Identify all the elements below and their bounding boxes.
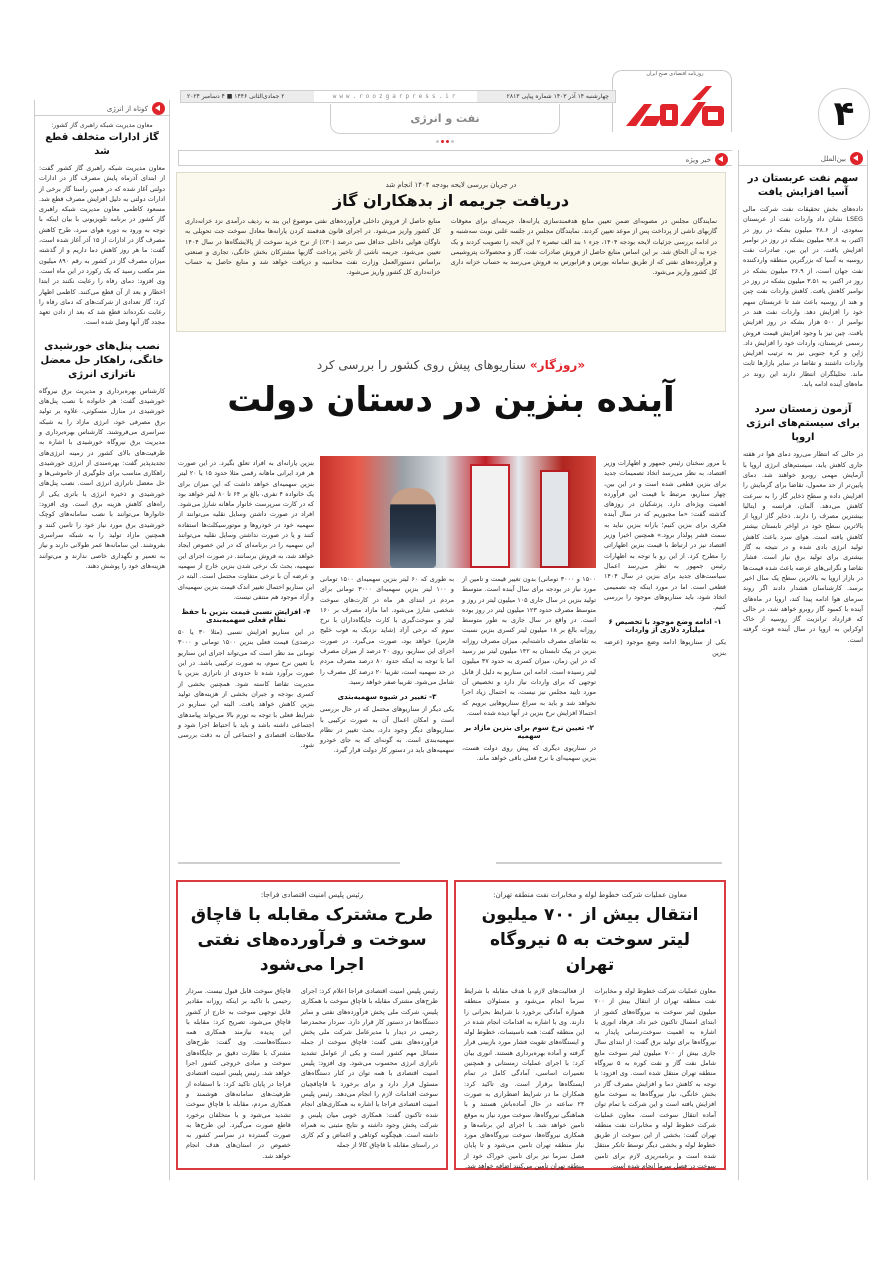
box-right-title: انتقال بیش از ۷۰۰ میلیون لیتر سوخت به ۵ نیروگاه تهران: [481, 905, 699, 975]
gas-story-title: دریافت جریمه از بدهکاران گاز: [332, 191, 570, 210]
main-col-mid-right-body: ۱۵۰۰ و ۳۰۰۰ تومانی) بدون تغییر قیمت و تامین از مورد نیاز در بودجه برای سال آینده است. متوسط تولید بنزین در سال جاری ۱۰۵ میلیون لیتر در روز و متوسط مصرف حدود ۱۲۳ میلیون لیتر در روز بوده است. در واقع در سال جاری به طور متوسط روزانه بالغ بر ۱۸ میلیون لیتر کسری بنزین نسبت به تقاضای مصرف داشته‌ایم. میزان مصرف روزانه بنزین در پیک تابستان به ۱۴۲ میلیون لیتر نیز رسید که در این زمان، میزان کسری به حدود ۳۷ میلیون لیتر رسیده است. ادامه این سناریو به دلیل از قابل توجهی که برای واردات نیاز دارد و تخصیص آن مورد تایید مجلس نیز نیست، به احتمال زیاد اجرا نخواهد شد و باید به سراغ سناریوهایی برویم که احتمالا افزایش نرخ بنزین در آنها دیده شده است.: [462, 575, 596, 717]
left-column: [34, 100, 170, 1180]
gas-story-box: [176, 172, 726, 332]
divider: [178, 862, 400, 864]
gas-section-label: خبر ویژه: [685, 155, 711, 164]
fuel-pump: [540, 470, 570, 568]
sub1-body: یکی از سناریوها ادامه وضع موجود (عرضه بنزین: [604, 638, 726, 657]
right-column: [738, 150, 868, 1180]
right-story1-body: داده‌های بخش تحقیقات نفت شرکت مالی LSEG نشان داد واردات نفت از عربستان سعودی، از ۲۸.۶ میلیون بشکه در روز در اکتبر، به ۹۲.۸ میلیون بشکه در روز در نوامبر افزایش یافت. در این بین، صادرات نفت روسیه به آسیا که بزرگترین منطقه وارد‌کننده نفت جهان است، از ۲۶.۹ میلیون بشکه در روز در اکتبر، به ۳.۵۱ میلیون بشکه در روز در نوامبر کاهش یافت. کاهش واردات نفت چین و هند از روسیه باعث شد تا عربستان سهم خود را افزایش دهد. واردات نفت هند در نوامبر از ۵۰۰ هزار بشکه در روز افزایش یافت. چین نیز با وجود افزایش قیمت فروش رسمی عربستان، واردات خود را افزایش داد. ژاپن و کره جنوبی نیز به ترتیب افزایش واردات داشتند و تقاضا در سایر بازارها ثابت ماند. تحلیلگران انتظار دارند این روند در ماه‌های آینده ادامه یابد.: [743, 205, 864, 389]
page-number: ۴: [818, 88, 870, 140]
gas-section-header: [178, 150, 732, 166]
box-left-body-right: رئیس پلیس امنیت اقتصادی فراجا اعلام کرد: اجرای طرح‌های مشترک مقابله با قاچاق سوخت با همکاری پلیس، شرکت ملی پخش فرآورده‌های نفتی و سایر دستگاه‌ها در دستور کار قرار دارد. سردار محمدرضا رحیمی در دیدار با مدیرعامل شرکت ملی پخش فرآورده‌های نفتی گفت: قاچاق سوخت از جمله مسائل مهم کشور است و یکی از عوامل تشدید ناترازی انرژی محسوب می‌شود. وی افزود: پلیس امنیت اقتصادی با همه توان در کنار دستگاه‌های مسئول قرار دارد و برای برخورد با قاچاقچیان سوخت اقدامات لازم را انجام می‌دهد. رئیس پلیس امنیت اقتصادی فراجا با اشاره به همکاری‌های انجام شده تاکنون گفت: همکاری خوبی میان پلیس و شرکت پخش وجود داشته و نتایج مثبتی به همراه داشته است. هیچگونه کوتاهی و اغماض و کم کاری در راستای مقابله با قاچاق کالا از جمله: [300, 987, 438, 1150]
fuel-station-photo: [320, 456, 596, 568]
left-story1-kicker: معاون مدیریت شبکه راهبری گاز کشور:: [51, 122, 153, 129]
website-url[interactable]: www.roozgarpress.ir: [314, 91, 476, 102]
sub2-body: در سناریوی دیگری که پیش روی دولت هست، بنزین سهمیه‌ای با نرخ فعلی باقی خواهد ماند.: [462, 744, 596, 763]
left-story1-title: گاز ادارات متخلف قطع شد: [45, 132, 159, 157]
main-kicker-text: سناریوهای پیش روی کشور را بررسی کرد: [316, 358, 527, 372]
box-left-title: طرح مشترک مقابله با قاچاق سوخت و فرآورده‌های نفتی اجرا می‌شود: [190, 905, 434, 975]
fuel-pump: [470, 464, 510, 568]
main-col-mid-left-body: به طوری که ۶۰ لیتر بنزین سهمیه‌ای ۱۵۰۰ تومانی و ۱۰۰ لیتر بنزین سهمیه‌ای ۳۰۰۰ تومانی برای مردم در ابتدای هر ماه در کارت‌های سوخت شخصی شارژ می‌شود. اما مازاد مصرف بر ۱۶۰ لیتر و سوخت‌گیری با کارت جایگاه‌داران با نرخ سوم که نرخی آزاد (شاید نزدیک به فوب خلیج فارس) خواهد بود، صورت می‌گیرد. در صورت اجرای این سناریو، روی ۲۰ درصد از میزان مصرف اما با توجه به اینکه حدود ۸۰ درصد مصرف مردم در حد سهمیه است، تقریبا ۲۰ درصد کل مصرف را شامل می‌شود. تقریبا صفر خواهد رسید.: [320, 575, 455, 686]
sub3-body: یکی دیگر از سناریوهای محتمل که در حال بررسی است و امکان اعمال آن به صورت ترکیبی با سناریوهای دیگر وجود دارد، بحث تغییر در نظام سهمیه‌بندی است. به گونه‌ای که به جای خودرو سهمیه‌های باید در دستور کار دولت قرار گیرد.: [320, 705, 454, 755]
left-section-label: کوتاه از انرژی: [106, 104, 148, 113]
main-story-title: آینده بنزین در دستان دولت: [227, 380, 675, 420]
section-arrow-icon: [850, 152, 863, 165]
sub4-body: در این سناریو افزایش نسبی (مثلا ۳۰ یا ۵۰ درصدی) قیمت فعلی بنزین ۱۵۰۰ تومانی و ۳۰۰۰ تومانی مد نظر است که می‌تواند اجرای این سناریو با تعیین نرخ سوم، به صورت ترکیبی باشد. در این صورت برآورد شده تا حدودی از ناترازی بنزین با مدیریت تقاضا کاسته شود. همچنین بخشی از کسری بودجه و جبران بخشی از هزینه‌های تولید بنزین کاهش خواهد یافت. البته این سناریو در شرایط فعلی با توجه به تورم بالا می‌تواند پیامدهای اجتماعی داشته باشد و باید با احتیاط اجرا شود و ملاحظات اقتصادی و اجتماعی آن به دقت بررسی شود.: [178, 628, 314, 750]
sub3-title: ۳- تغییر در شیوه سهمیه‌بندی: [337, 693, 437, 702]
separator-dots: [430, 140, 460, 144]
sub4-title: ۴- افزایش نسبی قیمت بنزین با حفظ نظام فعلی سهمیه‌بندی: [181, 608, 311, 625]
right-story2-body: در حالی که انتظار می‌رود دمای هوا در هفته جاری کاهش یابد، سیستم‌های انرژی اروپا با آزمایش مهمی روبرو خواهند شد. دمای پایین‌تر از حد معمول، تقاضا برای گرمایش را افزایش داده و سطح ذخایر گاز را به سرعت کاهش می‌دهد. آلمان، فرانسه و ایتالیا بیشترین مصرف را دارند. ذخایر گاز اروپا از بالاترین سطح خود در اواخر تابستان بیشتر کاهش یافته است. هوای سرد باعث کاهش تولید انرژی بادی شده و در نتیجه به گاز بیشتری برای تولید برق نیاز است. فشار تقاضا و نگرانی‌های عرضه باعث شده قیمت‌ها در بازار اروپا به بالاترین سطح یک سال اخیر برسد. کارشناسان هشدار دادند اگر روند سرمای هوا ادامه پیدا کند، اروپا در ماه‌های آینده با کمبود گاز روبرو خواهد شد، در حالی که قرارداد ترانزیت گاز روسیه از خاک اوکراین به اروپا در سال آینده فوت گرفته است.: [743, 450, 863, 644]
box-right-body-right: معاون عملیات شرکت خطوط لوله و مخابرات نفت منطقه تهران از انتقال بیش از ۷۰۰ میلیون لیتر سوخت به نیروگاه‌های کشور از ابتدای امسال تاکنون خبر داد. فرهاد انوری با اشاره به اهمیت سوخت‌رسانی پایدار به نیروگاه‌ها برای تولید برق گفت: از ابتدای سال جاری بیش از ۷۰۰ میلیون لیتر سوخت مایع شامل نفت گاز و نفت کوره به ۵ نیروگاه منطقه تهران منتقل شده است. وی افزود: با توجه به کاهش دما و افزایش مصرف گاز در بخش خانگی، نیاز نیروگاه‌ها به سوخت مایع افزایش یافته است و این شرکت با تمام توان آماده انتقال سوخت است. معاون عملیات شرکت خطوط لوله و مخابرات نفت منطقه تهران گفت: بخشی از این سوخت از طریق خطوط لوله و بخشی دیگر توسط تانکر منتقل شده است و برنامه‌ریزی لازم برای تامین سوخت در فصل سرما انجام شده است.: [594, 987, 716, 1171]
section-logo: نفت و انرژی: [330, 104, 560, 134]
sub2-title: ۲- تعیین نرخ سوم برای بنزین مازاد بر سهمیه: [464, 724, 594, 741]
gas-story-body-right: نمایندگان مجلس در مصوبه‌ای ضمن تعیین منابع هدفمندسازی یارانه‌ها، جریمه‌ای برای معوقات گازبهای ناشی از پرداخت پس از موعد تعیین کردند. نمایندگان مجلس در جلسه علنی نوبت سه‌شنبه و در ادامه بررسی جزئیات لایحه بودجه ۱۴۰۴، جزء ۱ بند الف تبصره ۲ این لایحه را تصویب کردند و یک جزء به آن الحاق شد. بر این اساس منابع حاصل از فروش صادرات نفت، گاز و محصولات پتروشیمی و فرآورده‌های نفتی که از طریق سامانه بورس و فرابورس به فروش می‌رسد به حساب خزانه داری کل کشور واریز می‌شود.: [450, 217, 717, 277]
section-arrow-icon: [715, 153, 728, 166]
main-col-mid-right: [462, 574, 596, 764]
box-right-kicker: معاون عملیات شرکت خطوط لوله و مخابرات نفت منطقه تهران:: [493, 890, 687, 899]
left-story2-body: کارشناس بهره‌برداری و مدیریت برق نیروگاه خورشیدی گفت: هر خانواده با نصب پنل‌های خورشیدی در منازل مسکونی، علاوه بر تولید برق مصرفی خود، انرژی مازاد را به شبکه سراسری می‌فروشند. کارشناس بهره‌برداری و مدیریت برق نیروگاه خورشیدی با اشاره به ظرفیت‌های بالای کشور در زمینه انرژی‌های تجدیدپذیر گفت: بهره‌مندی از انرژی خورشیدی راهکاری مناسب برای جلوگیری از خاموشی‌ها و حل معضل ناترازی انرژی است. نصب پنل‌های خورشیدی و ذخیره انرژی با باتری یکی از راه‌های کاهش هزینه برق است. وی افزود: خانوارها می‌توانند با نصب سامانه‌های کوچک خورشیدی برق مورد نیاز خود را تامین کنند و همچنین مازاد تولید را به شبکه سراسری بفروشند. این سامانه‌ها عمر طولانی دارند و نیاز به تعمیر و نگهداری خاصی ندارند و می‌توانند هزینه‌های خود را پوشش دهند.: [39, 386, 165, 570]
alt-date: ۲ جمادی‌الثانی ۱۴۴۶ ■ ۴ دسامبر ۲۰۲۴: [187, 93, 285, 100]
gas-story-body-left: منابع حاصل از فروش داخلی فرآورده‌های نفتی موضوع این بند به ردیف درآمدی نزد خزانه‌داری کل کشور واریز می‌شود. در اجرای قانون هدفمند کردن یارانه‌ها معادل سوخت جت تحویلی به ناوگان هوایی داخلی حداقل سی درصد (۳۰٪) از نرخ خرید سوخت از پالایشگاه‌ها در سال ۱۴۰۴ تعیین می‌شود. جریمه ناشی از تاخیر پرداخت گازبها مشترکان بخش خانگی، تجاری و صنعتی براساس دستورالعمل وزارت نفت محاسبه و دریافت خواهد شد و منابع حاصل به حساب خزانه‌داری کل کشور واریز می‌شود.: [185, 217, 441, 277]
main-col-left: [178, 458, 314, 751]
box-right-body-left: از فعالیت‌های لازم با هدف مقابله با شرایط سرما انجام می‌شود و مسئولان منطقه همواره آمادگی برخورد با شرایط بحرانی را دارند. وی با اشاره به اقدامات انجام شده در این منطقه گفت: همه تاسیسات، خطوط لوله و ایستگاه‌های تقویت فشار مورد بازبینی قرار گرفته و آماده بهره‌برداری هستند. انوری بیان کرد: با اجرای عملیات زمستانی و همچنین تعمیرات اساسی، آمادگی کامل در تمام ایستگاه‌ها برقرار است. وی تاکید کرد: همکاران ما در شرایط اضطراری به صورت ۲۴ ساعته در حال آماده‌باش هستند و با هماهنگی نیروگاه‌ها، سوخت مورد نیاز به موقع تامین خواهد شد. با اجرای این برنامه‌ها و همکاری نیروگاه‌ها، سوخت نیروگاه‌های مورد نیاز منطقه تهران تامین می‌شود و تا پایان فصل سرما نیز برای تامین خوراک خود از منطقه تهران تامین می‌کنند اضافه خواهد شد.: [464, 987, 585, 1171]
section-arrow-icon: [152, 102, 165, 115]
sub1-title: ۱- ادامه وضع موجود با تخصیص ۶ میلیارد دلاری از واردات: [608, 618, 722, 635]
date-bar: [180, 90, 616, 103]
right-section-label: بین‌الملل: [820, 154, 846, 163]
box-left-body-left: قاچاق سوخت قابل قبول نیست. سردار رحیمی با تاکید بر اینکه روزانه مقادیر قابل توجهی سوخت به خارج از کشور قاچاق می‌شود، تصریح کرد: مقابله با این پدیده نیازمند همکاری همه دستگاه‌هاست. وی گفت: طرح‌های مشترک با نظارت دقیق بر جایگاه‌های سوخت و مبادی خروجی کشور اجرا خواهد شد. رئیس پلیس امنیت اقتصادی فراجا در پایان تاکید کرد: با استفاده از ظرفیت‌های سامانه‌های هوشمند و همکاری مردم، مقابله با قاچاق سوخت تشدید می‌شود و با متخلفان برخورد قاطع صورت می‌گیرد. این طرح‌ها به صورت گسترده در سراسر کشور به خصوص در استان‌های هدف انجام خواهد شد.: [186, 987, 291, 1160]
right-story1-title: سهم نفت عربستان در آسیا افزایش یافت: [747, 173, 859, 198]
issue-date: چهارشنبه ۱۴ آذر ۱۴۰۳ شماره پیاپی ۲۸۱۳: [506, 93, 609, 100]
main-col-right-body: با مرور سخنان رئیس جمهور و اظهارات وزیر اقتصاد، به نظر می‌رسد اتخاذ تصمیمات جدید برای بنزین قطعی شده است و در این بین، چهار سناریو، مرتبط با قیمت این فرآورده اهمیت ویژه‌ای دارد. پزشکیان در روزهای گذشته گفت: «ما مجبوریم که در سال آینده فکری برای بنزین کنیم؛ یارانه بنزین نباید به سمت قشر پولدار برود.» همچنین اخیرا وزیر اقتصاد نیز در ارتباط با قیمت بنزین اظهاراتی را مطرح کرد. از این رو با توجه به اظهارات رئیس جمهور به نظر می‌رسد اعمال سیاست‌های جدید برای بنزین در سال ۱۴۰۴ قطعی است. اما در مورد اینکه چه تصمیمی اتخاذ شود، باید سناریوهای موجود را بررسی کنیم.: [604, 459, 726, 612]
fuel-smuggling-box: [176, 880, 448, 1170]
box-left-kicker: رئیس پلیس امنیت اقتصادی فراجا:: [260, 890, 364, 899]
divider: [496, 862, 722, 864]
main-kicker-brand: «روزگار»: [529, 358, 586, 372]
tagline: روزنامه اقتصادی صبح ایران: [646, 71, 704, 77]
left-story2-title: نصب پنل‌های خورشیدی خانگی، راهکار حل معضل ناترازی انرژی: [40, 340, 164, 380]
fuel-transfer-box: [454, 880, 726, 1170]
main-story-kicker: [176, 358, 726, 372]
gas-story-kicker: در جریان بررسی لایحه بودجه ۱۴۰۴ انجام شد: [385, 181, 517, 189]
main-col-right: [604, 458, 726, 658]
right-section-header: [739, 150, 867, 166]
attendant-figure: [390, 488, 436, 568]
logo: [622, 86, 732, 130]
left-section-header: [35, 100, 169, 116]
main-col-mid-left: [320, 574, 454, 756]
right-story2-title: آزمون زمستان سرد برای سیستم‌های انرژی اروپا: [746, 404, 860, 444]
left-story1-body: معاون مدیریت شبکه راهبری گاز کشور گفت: از ابتدای آذرماه پایش مصرف گاز در ادارات دولتی آغاز شده که در همین راستا گاز برخی از ادارات دولتی به دلیل افزایش مصرف قطع شد. مسعود کاظمی معاون مدیریت شبکه راهبری گاز کشور در برنامه تلویزیونی با بیان اینکه با توجه به ورود به دوره هوای سرد، طرح کاهش مصرف گاز در ادارات از ۱۵ آذر آغاز شده است، گفت: ما هر روز کاهش دما داریم و از گذشته میزان مصرف گاز در کشور به رقم ۸۹۰ میلیون متر مکعب رسید که یک رکورد در این ماه است. وی افزود: دمای رفاه را رعایت نکنند در ابتدا اخطار و بعد از آن قطع می‌کنند. کاظمی اظهار کرد: گاز تعدادی از شرکت‌های که دمای رفاه را رعایت نکرده‌اند قطع شد که بعد از دادن تعهد مجدد گاز آنها وصل شده است.: [39, 164, 166, 327]
main-col-left-body: بنزین یارانه‌ای به افراد تعلق بگیرد. در این صورت هر فرد ایرانی ماهانه رقمی مثلا حدود ۱۵ یا ۲۰ لیتر بنزین سهمیه‌ای خواهد داشت که این میزان برای یک خانواده ۴ نفری، بالغ بر ۶۴ تا ۸۰ لیتر خواهد بود که در کارت سرپرست خانوار ماهانه شارژ می‌شود. افراد در صورت داشتن وسایل نقلیه می‌توانند از سهمیه خود در خودروها و موتورسیکلت‌ها استفاده کنند و یا در صورت نداشتن وسایل نقلیه می‌توانند این سهمیه را در برنامه‌ای که در این خصوص ایجاد خواهد شد، به فروش برسانند. در صورت اجرای این سهمیه، بحث تک نرخی شدن بنزین خارج از سهمیه و عرضه آن با نرخی متفاوت محتمل است. البته در این سناریو احتمال تغییر اندک قیمت بنزین سهمیه‌ای و آزاد موجود هم منتفی نیست.: [178, 459, 314, 601]
